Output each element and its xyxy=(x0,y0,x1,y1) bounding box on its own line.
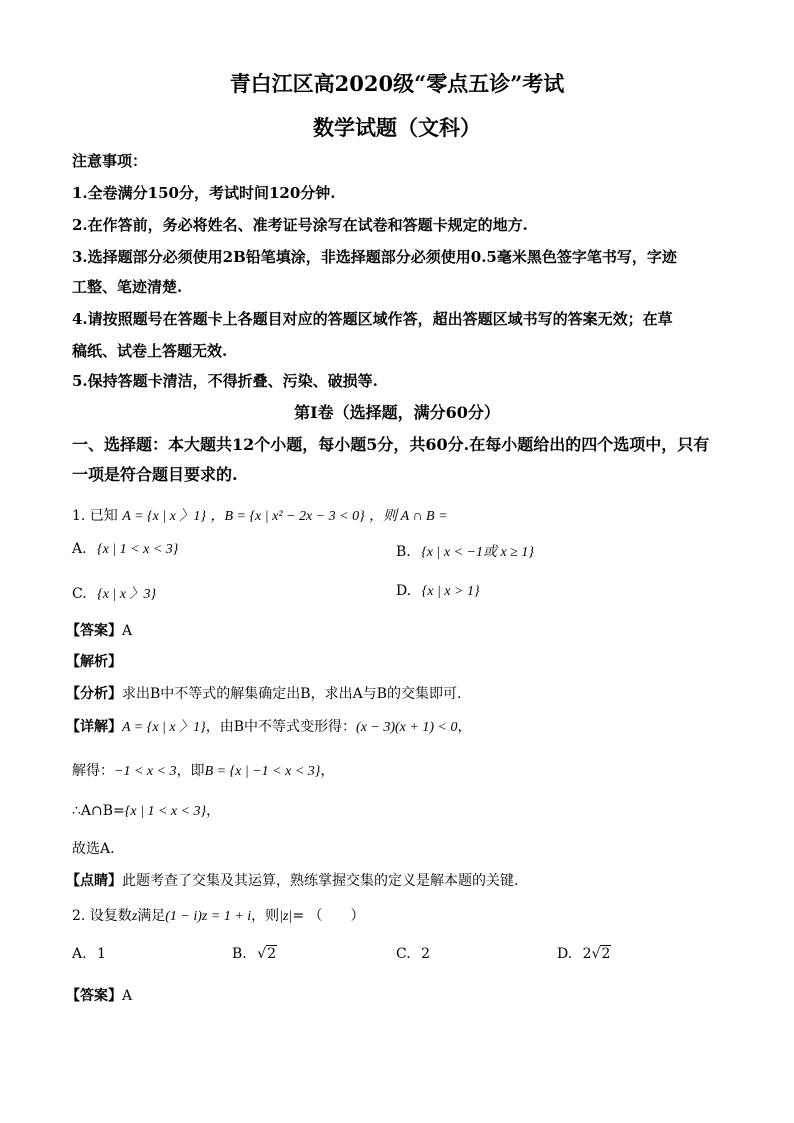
notice-item-1: 1.全卷满分150分，考试时间120分钟. xyxy=(72,184,336,202)
q1-answer xyxy=(66,620,132,640)
q1-option-a-label: A. xyxy=(72,541,87,557)
q1-option-d-label: D. xyxy=(396,583,412,599)
q2-option-d-label: D. xyxy=(557,946,573,962)
q1-xiangjie-tag: 【详解】 xyxy=(66,719,122,735)
q1-analysis-tag xyxy=(66,651,122,671)
q2-answer-tag: 【答案】 xyxy=(66,988,122,1004)
q2-option-d-text: 2 xyxy=(601,946,611,962)
q1-dianjing-tag: 【点睛】 xyxy=(66,873,122,889)
q1-jiede-set: B = {x | −1 < x < 3} xyxy=(204,764,321,779)
notice-heading: 注意事项： xyxy=(72,152,148,170)
q1-set-a: A = {x | x 〉1} xyxy=(122,509,206,524)
q1-intersection: ，则 A ∩ B = xyxy=(369,509,448,524)
q1-xiangjie-set: A = {x | x 〉1} xyxy=(122,720,206,735)
q1-option-b xyxy=(396,541,534,561)
section-instruction-line2: 一项是符合题目要求的. xyxy=(72,465,238,484)
q2-var: z xyxy=(131,909,138,924)
q1-jiede-label: 解得： xyxy=(72,763,114,779)
notice-item-4: 4.请按照题号在答题卡上各题目对应的答题区域作答，超出答题区域书写的答案无效；在草 xyxy=(72,310,673,328)
q1-fenxi-text: 求出B中不等式的解集确定出B，求出A与B的交集即可. xyxy=(122,686,462,702)
q2-equation: (1 − i)z = 1 + i xyxy=(165,909,252,924)
part1-title: 第Ⅰ卷（选择题，满分60分） xyxy=(294,403,500,422)
q1-fenxi xyxy=(66,683,461,703)
q1-result xyxy=(72,800,220,820)
notice-item-2: 2.在作答前，务必将姓名、准考证号涂写在试卷和答题卡规定的地方. xyxy=(72,216,528,234)
q2-option-b-label: B. xyxy=(232,946,247,962)
q1-xiangjie xyxy=(66,716,471,736)
q2-option-a-label: A. xyxy=(72,946,87,962)
q1-jiede-end: ， xyxy=(320,763,335,779)
question-2 xyxy=(72,905,365,925)
q2-answer xyxy=(66,985,132,1005)
q1-option-d-text: {x | x > 1} xyxy=(421,584,480,599)
q2-option-b-sqrt: √2 xyxy=(257,946,277,962)
q1-option-a-text: {x | 1 < x < 3} xyxy=(97,542,179,557)
q1-jiede-mid: ，即 xyxy=(176,763,205,779)
q2-option-c xyxy=(396,946,430,962)
q2-answer-value: A xyxy=(122,988,133,1004)
q1-prefix: 1. 已知 xyxy=(72,508,118,524)
q2-option-c-label: C. xyxy=(396,946,411,962)
q2-prefix: 2. 设复数 xyxy=(72,908,132,924)
q2-blank: = （ ） xyxy=(292,908,365,924)
q2-option-d-sqrt: √2 xyxy=(591,946,611,962)
q2-option-d-coef: 2 xyxy=(582,946,592,962)
q2-option-d xyxy=(557,946,611,962)
q2-option-a-text: 1 xyxy=(97,946,106,962)
q2-option-b-text: 2 xyxy=(267,946,277,962)
section-instruction-line1: 一、选择题：本大题共12个小题，每小题5分，共60分.在每小题给出的四个选项中，只有 xyxy=(72,435,710,454)
q1-option-c-text: {x | x 〉3} xyxy=(97,587,157,602)
q2-mid: 满足 xyxy=(137,908,166,924)
q1-analysis-label: 【解析】 xyxy=(66,654,122,670)
q1-result-end: ， xyxy=(206,803,221,819)
q1-result-label: ∴A∩B= xyxy=(72,803,125,819)
q1-option-b-text: {x | x < −1或 x ≥ 1} xyxy=(421,545,534,560)
exam-subtitle: 数学试题（文科） xyxy=(313,115,481,140)
q1-answer-value: A xyxy=(122,623,133,639)
q2-option-c-text: 2 xyxy=(421,946,431,962)
q1-option-a xyxy=(72,541,178,558)
question-1 xyxy=(72,505,448,525)
q1-result-set: {x | 1 < x < 3} xyxy=(124,804,207,819)
q1-fenxi-tag: 【分析】 xyxy=(66,686,122,702)
notice-item-5: 5.保持答题卡清洁，不得折叠、污染、破损等. xyxy=(72,372,378,390)
q1-option-c-label: C. xyxy=(72,586,87,602)
q1-set-b: ，B = {x | x² − 2x − 3 < 0} xyxy=(210,509,365,524)
q1-dianjing-text: 此题考查了交集及其运算，熟练掌握交集的定义是解本题的关键. xyxy=(122,873,519,889)
q1-dianjing xyxy=(66,870,518,890)
q1-xiangjie-text: ，由B中不等式变形得： xyxy=(205,719,357,735)
q2-option-a xyxy=(72,946,106,962)
notice-item-4-cont: 稿纸、试卷上答题无效. xyxy=(72,342,228,360)
exam-title: 青白江区高2020级“零点五诊”考试 xyxy=(229,71,565,96)
q2-abs: |z| xyxy=(279,909,293,924)
notice-item-3: 3.选择题部分必须使用2B铅笔填涂，非选择题部分必须使用0.5毫米黑色签字笔书写，字迹 xyxy=(72,248,677,266)
notice-item-3-cont: 工整、笔迹清楚. xyxy=(72,278,183,296)
q2-tail: ，则 xyxy=(251,908,280,924)
q1-option-c xyxy=(72,583,156,603)
q1-option-d xyxy=(396,583,480,600)
q1-answer-tag: 【答案】 xyxy=(66,623,122,639)
q1-option-b-label: B. xyxy=(396,544,411,560)
q1-choice: 故选A. xyxy=(72,841,115,857)
q2-option-b xyxy=(232,946,277,962)
q1-xiangjie-ineq: (x − 3)(x + 1) < 0 xyxy=(356,720,458,735)
q1-jiede-range: −1 < x < 3 xyxy=(114,764,177,779)
q1-jiede xyxy=(72,760,334,780)
q1-xiangjie-end: ， xyxy=(457,719,472,735)
